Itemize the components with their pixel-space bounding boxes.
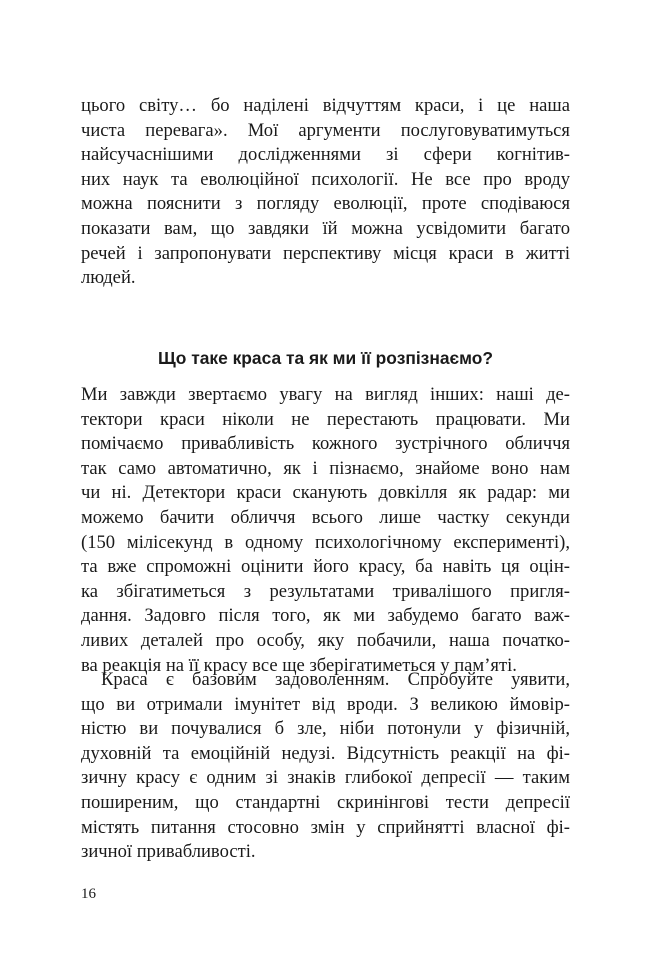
text-line: зичну красу є одним зі знаків глибокої депресії — таким bbox=[81, 767, 570, 789]
text-line: них наук та еволюційної психології. Не все про вроду bbox=[81, 168, 570, 190]
text-line: людей. bbox=[81, 267, 136, 289]
text-line: показати вам, що завдяки їй можна усвідомити багато bbox=[81, 217, 570, 239]
text-line: помічаємо привабливість кожного зустрічного обличчя bbox=[81, 433, 570, 455]
text-line: Ми завжди звертаємо увагу на вигляд інших: наші де- bbox=[81, 384, 570, 405]
text-line: тектори краси ніколи не перестають працювати. Ми bbox=[81, 408, 570, 430]
text-line: ністю ви почувалися б зле, ніби потонули у фізичній, bbox=[81, 718, 570, 740]
text-line: та вже спроможні оцінити його красу, ба навіть ця оцін- bbox=[81, 556, 570, 578]
paragraph-beauty-detectors bbox=[81, 383, 570, 678]
text-line: Краса є базовим задоволенням. Спробуйте уявити, bbox=[101, 669, 570, 690]
text-line: цього світу… бо наділені відчуттям краси, і це наша bbox=[81, 95, 570, 116]
text-line: найсучаснішими дослідженнями зі сфери когнітив- bbox=[81, 144, 570, 166]
section-heading: Що таке краса та як ми її розпізнаємо? bbox=[158, 348, 493, 368]
text-line: речей і запропонувати перспективу місця краси в житті bbox=[81, 242, 570, 264]
text-line: містять питання стосовно змін у сприйнятті власної фі- bbox=[81, 816, 570, 838]
text-line: дання. Задовго після того, як ми забудемо багато важ- bbox=[81, 605, 570, 627]
text-line: чи ні. Детектори краси сканують довкілля як радар: ми bbox=[81, 482, 570, 504]
text-line: так само автоматично, як і пізнаємо, знайоме воно нам bbox=[81, 457, 570, 479]
text-line: поширеним, що стандартні скринінгові тести депресії bbox=[81, 791, 570, 813]
text-line: ка збігатиметься з результатами тривалішого пригля- bbox=[81, 580, 570, 602]
text-line: чиста перевага». Мої аргументи послуговуватимуться bbox=[81, 119, 570, 141]
text-line: (150 мілісекунд в одному психологічному експерименті), bbox=[81, 531, 570, 553]
text-line: що ви отримали імунітет від вроди. З великою ймовір- bbox=[81, 693, 570, 715]
paragraph-basic-pleasure bbox=[81, 668, 570, 865]
text-line: зичної привабливості. bbox=[81, 841, 256, 863]
text-line: ливих деталей про особу, яку побачили, наша початко- bbox=[81, 629, 570, 651]
text-line: духовній та емоційній недузі. Відсутність реакції на фі- bbox=[81, 742, 570, 764]
text-line: можемо бачити обличчя всього лише частку секунди bbox=[81, 506, 570, 528]
page-number: 16 bbox=[81, 886, 96, 902]
text-line: ва реакція на її красу все ще зберігатиметься у пам’яті. bbox=[81, 654, 517, 676]
paragraph-intro bbox=[81, 94, 570, 291]
text-line: можна пояснити з погляду еволюції, проте сподіваюся bbox=[81, 193, 570, 215]
